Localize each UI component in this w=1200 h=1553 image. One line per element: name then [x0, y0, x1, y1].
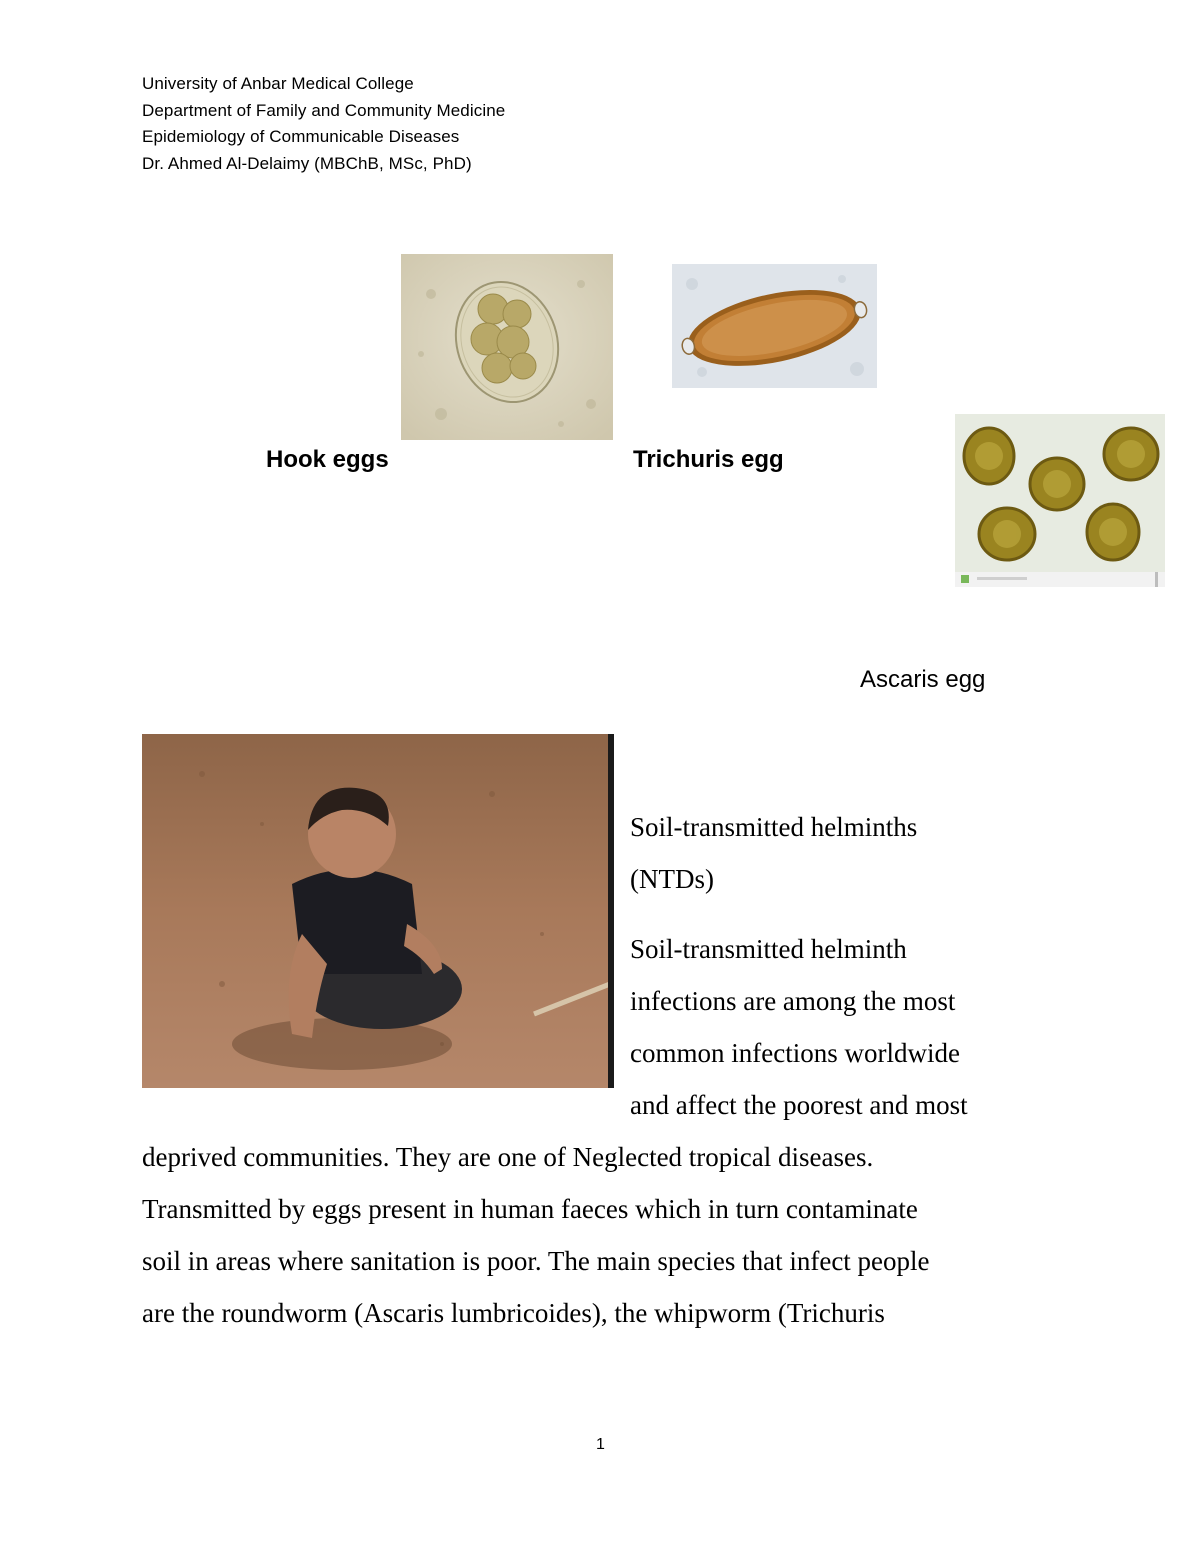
trichuris-egg-caption: Trichuris egg [633, 446, 784, 473]
trichuris-egg-image [672, 264, 877, 388]
child-playing-in-soil-photo [142, 734, 614, 1088]
header-department: Department of Family and Community Medicine [142, 100, 506, 120]
body-text-wrapped [630, 923, 968, 1131]
body-line: Soil-transmitted helminth [630, 934, 907, 964]
body-line: deprived communities. They are one of Neglected tropical diseases. [142, 1142, 874, 1172]
body-line: infections are among the most [630, 986, 956, 1016]
body-line: and affect the poorest and most [630, 1090, 968, 1120]
page-number: 1 [596, 1436, 605, 1453]
body-line: common infections worldwide [630, 1038, 960, 1068]
header-course: Epidemiology of Communicable Diseases [142, 127, 460, 146]
document-header [142, 71, 505, 177]
section-heading-line1: Soil-transmitted helminths [630, 812, 918, 842]
body-line: are the roundworm (Ascaris lumbricoides), the whipworm (Trichuris [142, 1298, 885, 1328]
hook-eggs-caption: Hook eggs [266, 446, 389, 473]
hookworm-egg-image [401, 254, 613, 440]
header-author: Dr. Ahmed Al-Delaimy (MBChB, MSc, PhD) [142, 153, 472, 173]
section-heading-line2: (NTDs) [630, 864, 714, 894]
body-line: soil in areas where sanitation is poor. The main species that infect people [142, 1246, 930, 1276]
ascaris-egg-image [955, 414, 1165, 587]
section-heading [630, 801, 917, 905]
body-line: Transmitted by eggs present in human faeces which in turn contaminate [142, 1194, 918, 1224]
body-text-full [142, 1131, 930, 1339]
ascaris-egg-caption: Ascaris egg [860, 666, 986, 693]
header-institution: University of Anbar Medical College [142, 74, 414, 93]
